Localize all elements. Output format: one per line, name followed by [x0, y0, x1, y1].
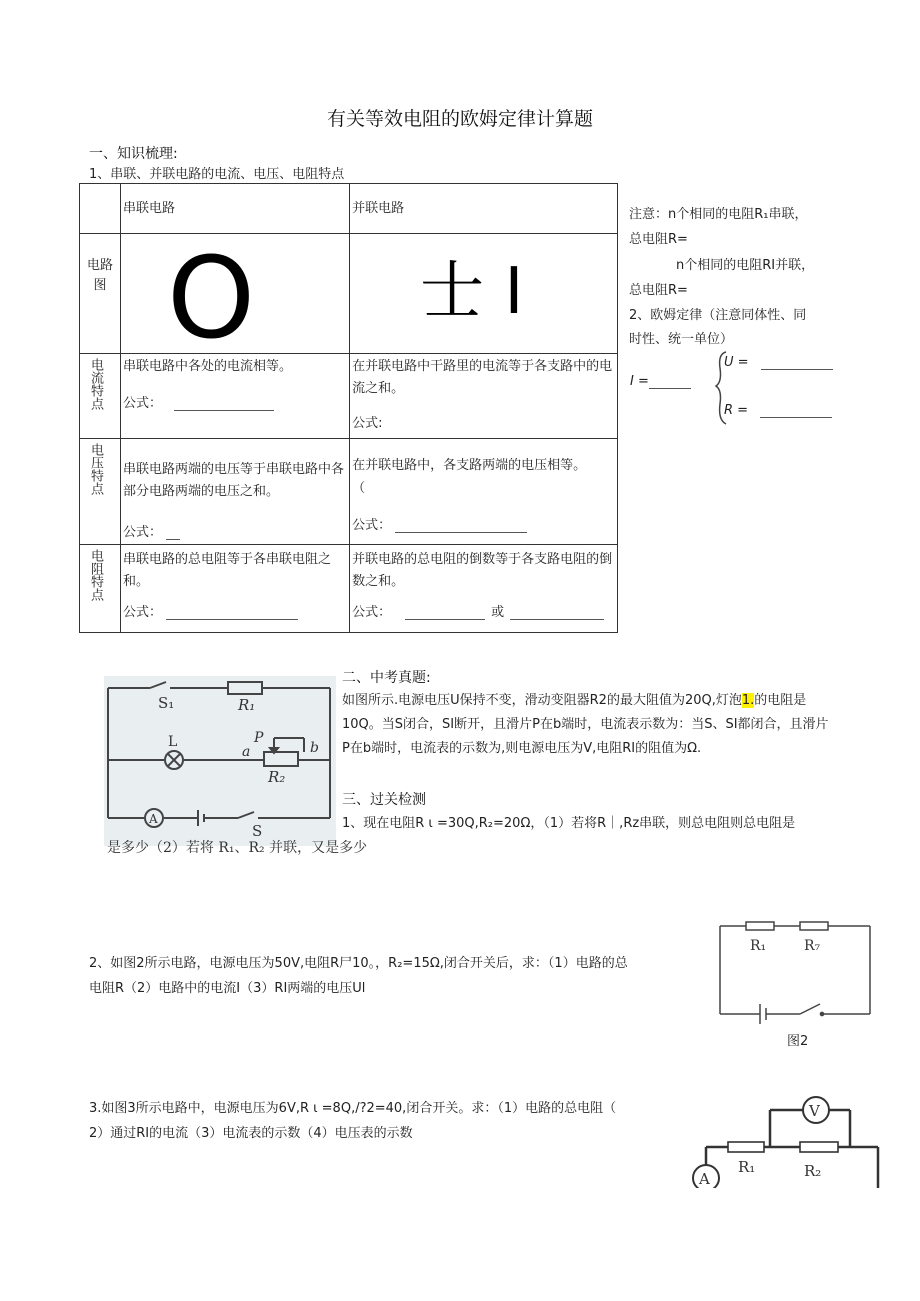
answer-blank[interactable]: [510, 605, 604, 620]
fig3-label-r2: R₂: [804, 1162, 822, 1180]
label-b: b: [310, 740, 319, 756]
series-resistance-formula: 公式：: [121, 601, 349, 620]
voltmeter-icon: V: [809, 1102, 820, 1120]
note-line5: 2、欧姆定律（注意同体性、同: [629, 308, 807, 323]
parallel-current-formula: 公式:: [352, 416, 383, 431]
exam-circuit-figure: [104, 676, 336, 846]
note-line3: n个相同的电阻RI并联，: [676, 258, 815, 273]
label-p: P: [254, 730, 264, 746]
ohm-r-formula: R =: [724, 403, 832, 418]
label-s1: S₁: [158, 694, 175, 712]
note-line2: 总电阻R=: [629, 232, 688, 247]
series-voltage-formula: 公式：: [121, 521, 349, 540]
table-corner: [80, 184, 121, 234]
note-line6: 时性、统一单位）: [629, 332, 734, 347]
series-current-formula: 公式：: [121, 392, 349, 411]
section2-heading: 二、中考真题:: [342, 670, 431, 686]
q3-line1: 3.如图3所示电路中，电源电压为6V,R ι =8Q,/?2=40,闭合开关。求：（1）电路的总电阻（: [89, 1101, 617, 1116]
row-label-resistance: 电阻特点: [88, 549, 103, 601]
q2-line2: 电阻R（2）电路中的电流I（3）RI两端的电压Ul: [89, 981, 366, 996]
parallel-resistance-text: 并联电路的总电阻的倒数等于各支路电阻的倒数之和。: [352, 552, 613, 589]
parallel-voltage-formula: 公式：: [350, 514, 617, 533]
parallel-voltage-text: 在并联电路中，各支路两端的电压相等。: [352, 458, 587, 473]
answer-blank[interactable]: [405, 605, 485, 620]
row-label-circuit: 电路图: [86, 258, 113, 293]
note-line1: 注意：n个相同的电阻R₁串联，: [629, 207, 808, 222]
knowledge-table: [79, 183, 618, 633]
parallel-resistance-formula: 公式： 或: [350, 601, 617, 620]
answer-blank[interactable]: [166, 605, 298, 620]
ammeter-icon: A: [149, 812, 158, 826]
label-a: a: [242, 744, 251, 760]
q1-line1: 1、现在电阻R ι =30Q,R₂=20Ω，（1）若将R｜,Rz串联，则总电阻则总电阻是: [342, 816, 796, 831]
series-voltage-text: 串联电路两端的电压等于串联电路中各部分电路两端的电压之和。: [122, 462, 344, 499]
figure3-circuit: [688, 1092, 884, 1188]
answer-blank[interactable]: [174, 396, 274, 411]
header-series: 串联电路: [122, 201, 175, 216]
note-line4: 总电阻R=: [629, 283, 688, 298]
exam-question-text: 如图所示.电源电压U保持不变，滑动变阻器R2的最大阻值为20Q,灯泡1.的电阻是10Q。当S闭合，SI断开，且滑片P在b端时，电流表示数为：当S、SI都闭合，且滑片P在b端时，电流表的示数为,则电源电压为V,电阻RI的阻值为Ω.: [342, 693, 829, 756]
ammeter-icon: A: [699, 1170, 710, 1188]
row-label-voltage: 电压特点: [88, 443, 103, 495]
highlight: 1.: [741, 693, 755, 708]
q3-line2: 2）通过RI的电流（3）电流表的示数（4）电压表的示数: [89, 1126, 413, 1141]
answer-blank[interactable]: [166, 525, 180, 540]
parallel-circuit-glyph: 士 I: [420, 255, 524, 329]
fig2-caption: 图2: [787, 1034, 809, 1049]
q1-line2: 是多少（2）若将 R₁、R₂ 并联，又是多少: [107, 840, 368, 856]
label-r2: R₂: [268, 768, 286, 786]
header-parallel: 并联电路: [352, 201, 405, 216]
section1-subheading: 1、串联、并联电路的电流、电压、电阻特点: [89, 167, 345, 182]
series-resistance-text: 串联电路的总电阻等于各串联电阻之和。: [122, 552, 331, 589]
series-circuit-glyph: O: [166, 234, 256, 364]
series-current-text: 串联电路中各处的电流相等。: [122, 359, 292, 374]
page-title: 有关等效电阻的欧姆定律计算题: [326, 108, 593, 130]
answer-blank[interactable]: [395, 518, 527, 533]
row-label-current: 电流特点: [88, 358, 103, 410]
ohm-i-formula: I =: [630, 374, 691, 389]
section1-heading: 一、知识梳理:: [89, 146, 178, 162]
label-s: S: [252, 822, 263, 840]
q2-line1: 2、如图2所示电路，电源电压为50V,电阻R尸10。，R₂=15Ω,闭合开关后，求：（1）电路的总: [89, 956, 628, 971]
fig3-label-r1: R₁: [738, 1158, 756, 1176]
figure2-circuit: [716, 920, 876, 1045]
label-r1: R₁: [238, 696, 256, 714]
fig2-label-r2: R₇: [804, 938, 821, 954]
label-l: L: [168, 734, 178, 750]
fig2-label-r1: R₁: [750, 938, 767, 954]
parallel-voltage-extra: （: [352, 481, 366, 496]
parallel-current-text: 在并联电路中干路里的电流等于各支路中的电流之和。: [352, 359, 613, 396]
ohm-u-formula: U =: [724, 355, 833, 370]
section3-heading: 三、过关检测: [342, 792, 426, 808]
